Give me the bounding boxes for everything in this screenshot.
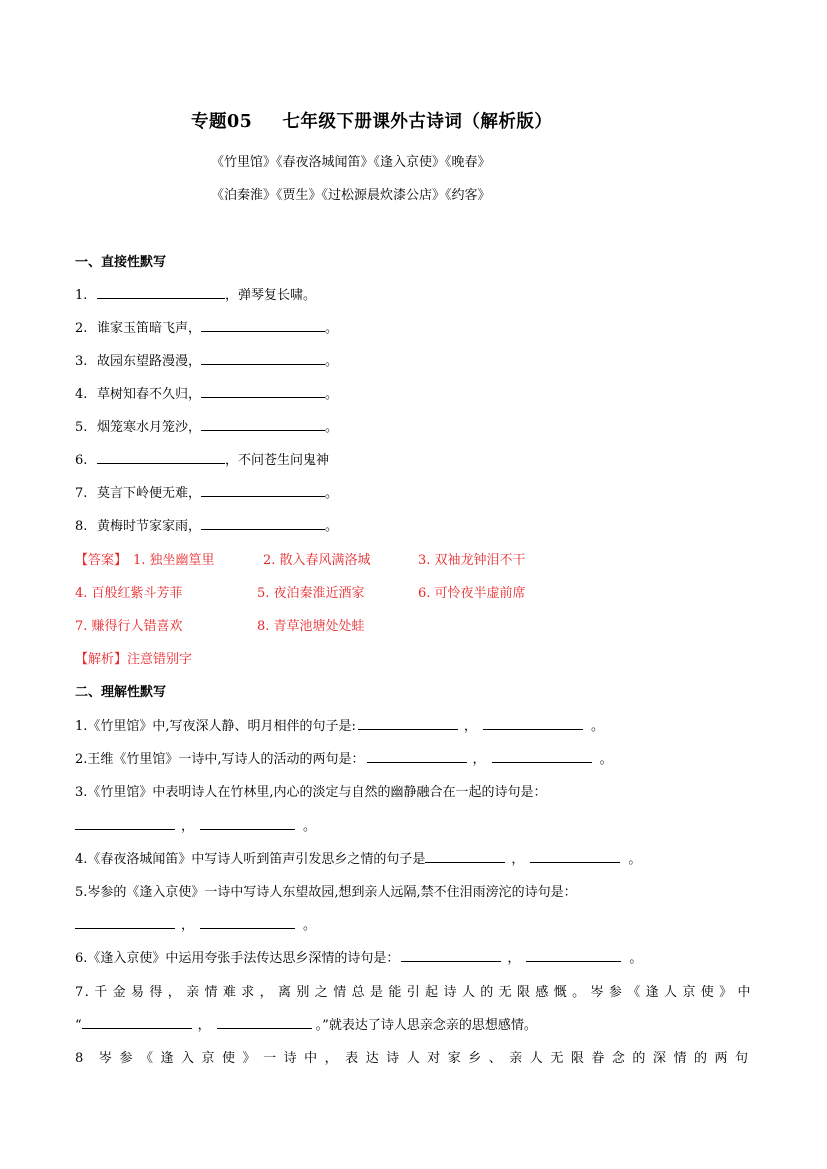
section1-heading: 一、直接性默写 [75, 255, 167, 270]
analysis-text: 注意错别字 [127, 652, 193, 667]
answer-blank[interactable] [201, 384, 325, 398]
answer-blank[interactable] [97, 450, 225, 464]
question-2: 2.王维《竹里馆》一诗中,写诗人的活动的两句是： ， 。 [75, 748, 613, 767]
answer-blank[interactable] [201, 483, 325, 497]
answer-2: 2. 散入春风满洛城 [263, 553, 371, 568]
answer-blank[interactable] [75, 915, 175, 929]
answer-blank[interactable] [200, 915, 295, 929]
answer-blank[interactable] [217, 1015, 312, 1029]
question-3-blanks: ， 。 [75, 815, 316, 834]
answer-label: 【答案】 [75, 553, 128, 568]
list-item: 5. 烟笼寒水月笼沙， 。 [75, 416, 338, 435]
analysis [75, 648, 192, 667]
answer-blank[interactable] [201, 417, 325, 431]
section2-heading: 二、理解性默写 [75, 685, 167, 700]
answer-blank[interactable] [201, 351, 325, 365]
question-6: 6.《逢入京使》中运用夸张手法传达思乡深情的诗句是： ， 。 [75, 947, 642, 966]
subtitle-1: 《竹里馆》《春夜洛城闻笛》《逢入京使》《晚春》 [211, 155, 491, 170]
question-5: 5.岑参的《逢入京使》一诗中写诗人东望故园,想到亲人远隔,禁不住泪雨滂沱的诗句是： [75, 885, 577, 900]
answer-5: 5. 夜泊秦淮近酒家 [257, 586, 365, 601]
question-4: 4.《春夜洛城闻笛》中写诗人听到笛声引发思乡之情的句子是 ， 。 [75, 848, 641, 867]
subtitle-2: 《泊秦淮》《贾生》《过松源晨炊漆公店》《约客》 [211, 188, 491, 203]
answer-3: 3. 双袖龙钟泪不干 [418, 553, 526, 568]
answer-6: 6. 可怜夜半虚前席 [418, 586, 526, 601]
answer-blank[interactable] [201, 318, 325, 332]
answer-blank[interactable] [492, 749, 592, 763]
page-title [191, 108, 552, 133]
title-main: 七年级下册课外古诗词（解析版） [282, 112, 553, 132]
answer-blank[interactable] [526, 948, 621, 962]
list-item: 6. ，不问苍生问鬼神 [75, 449, 329, 468]
answer-4: 4. 百般红紫斗芳菲 [75, 586, 183, 601]
answer-blank[interactable] [358, 716, 458, 730]
answer-blank[interactable] [401, 948, 501, 962]
answer-blank[interactable] [201, 516, 325, 530]
question-5-blanks: ， 。 [75, 914, 316, 933]
answer-blank[interactable] [82, 1015, 192, 1029]
list-item: 7. 莫言下岭便无难， 。 [75, 482, 338, 501]
answer-blank[interactable] [75, 816, 175, 830]
answer-blank[interactable] [530, 849, 620, 863]
question-1: 1.《竹里馆》中,写夜深人静、明月相伴的句子是: ， 。 [75, 715, 604, 734]
list-item: 8. 黄梅时节家家雨， 。 [75, 515, 338, 534]
answer-1: 1. 独坐幽篁里 [133, 553, 215, 568]
question-7: 7.千金易得，亲情难求，离别之情总是能引起诗人的无限感慨。岑参《逢人京使》中 [75, 985, 752, 1000]
answer-blank[interactable] [97, 285, 225, 299]
answer-blank[interactable] [200, 816, 295, 830]
answer-7: 7. 赚得行人错喜欢 [75, 619, 183, 634]
answer-blank[interactable] [483, 716, 583, 730]
title-prefix: 专题05 [191, 112, 253, 132]
list-item: 2. 谁家玉笛暗飞声， 。 [75, 317, 338, 336]
answer-blank[interactable] [425, 849, 505, 863]
question-3: 3.《竹里馆》中表明诗人在竹林里,内心的淡定与自然的幽静融合在一起的诗句是： [75, 785, 547, 800]
list-item: 1. ，弹琴复长啸。 [75, 284, 316, 303]
question-7-blanks: “ ， 。”就表达了诗人思亲念亲的思想感情。 [75, 1014, 537, 1033]
answer-8: 8. 青草池塘处处蛙 [257, 619, 365, 634]
answer-blank[interactable] [367, 749, 467, 763]
analysis-label: 【解析】 [75, 652, 128, 667]
question-8: 8 岑参《逢入京使》一诗中，表达诗人对家乡、亲人无限眷念的深情的两句 [75, 1051, 752, 1066]
list-item: 4. 草树知春不久归， 。 [75, 383, 338, 402]
list-item: 3. 故园东望路漫漫， 。 [75, 350, 338, 369]
